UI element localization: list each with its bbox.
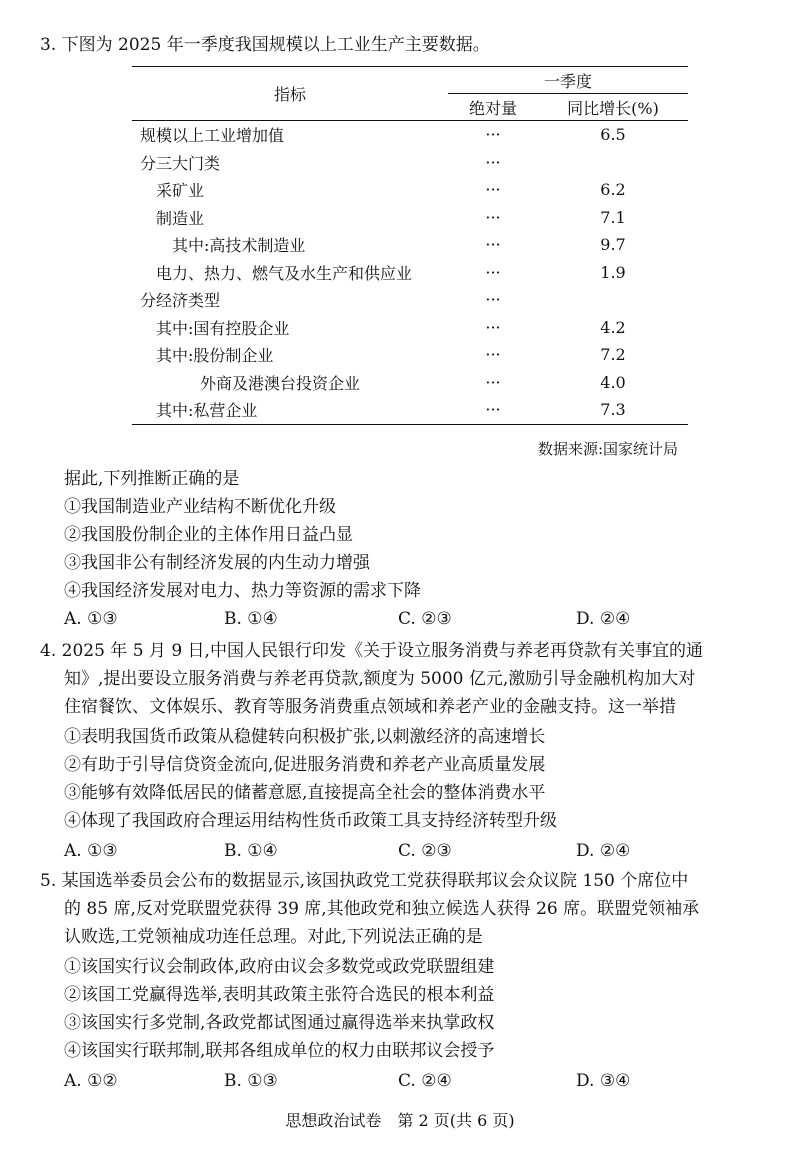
table-row <box>132 204 688 232</box>
row-label: 其中:国有控股企业 <box>156 318 290 338</box>
q4-stem-line-1: 4. 2025 年 5 月 9 日,中国人民银行印发《关于设立服务消费与养老再贷款有关事宜的通 <box>40 641 703 661</box>
q3-option-4: ④我国经济发展对电力、热力等资源的需求下降 <box>64 581 421 601</box>
table-row <box>132 259 688 287</box>
table-row <box>132 231 688 259</box>
q4-choice-d[interactable]: D. ②④ <box>576 841 631 861</box>
row-abs: ··· <box>485 180 501 200</box>
row-abs: ··· <box>485 152 501 172</box>
q3-choice-a[interactable]: A. ①③ <box>64 609 118 629</box>
q5-stem-line-3: 认败选,工党领袖成功连任总理。对此,下列说法正确的是 <box>64 927 483 947</box>
table-row <box>132 396 688 424</box>
table-row <box>132 341 688 369</box>
row-abs: ··· <box>485 262 501 282</box>
row-yoy: 9.7 <box>600 235 626 255</box>
header-growth: 同比增长(%) <box>567 98 659 118</box>
q3-choice-c[interactable]: C. ②③ <box>398 609 452 629</box>
q4-stem-line-3: 住宿餐饮、文体娱乐、教育等服务消费重点领域和养老产业的金融支持。这一举措 <box>64 697 676 717</box>
q4-option-1: ①表明我国货币政策从稳健转向积极扩张,以刺激经济的高速增长 <box>64 727 546 747</box>
page-footer: 思想政治试卷 第 2 页(共 6 页) <box>285 1111 515 1130</box>
row-label: 其中:私营企业 <box>156 401 258 421</box>
table-row <box>132 121 688 149</box>
q5-stem-line-1: 5. 某国选举委员会公布的数据显示,该国执政党工党获得联邦议会众议院 150 个席位中 <box>40 871 689 891</box>
row-yoy: 4.0 <box>600 372 626 392</box>
row-yoy <box>538 149 688 177</box>
row-abs: ··· <box>485 125 501 145</box>
row-label: 采矿业 <box>156 181 205 201</box>
row-yoy: 4.2 <box>600 317 626 337</box>
q4-choices <box>64 840 764 862</box>
row-label: 分经济类型 <box>140 291 221 311</box>
data-source: 数据来源:国家统计局 <box>537 440 678 458</box>
row-label: 电力、热力、燃气及水生产和供应业 <box>156 263 413 283</box>
q4-choice-b[interactable]: B. ①④ <box>224 841 278 861</box>
row-yoy: 7.1 <box>600 207 626 227</box>
q5-option-2: ②该国工党赢得选举,表明其政策主张符合选民的根本利益 <box>64 985 495 1005</box>
row-label: 其中:股份制企业 <box>156 346 274 366</box>
q3-option-1: ①我国制造业产业结构不断优化升级 <box>64 497 336 517</box>
q5-stem-line-2: 的 85 席,反对党联盟党获得 39 席,其他政党和独立候选人获得 26 席。联盟党领袖承 <box>64 899 700 919</box>
q4-stem-line-2: 知》,提出要设立服务消费与养老再贷款,额度为 5000 亿元,激励引导金融机构加大对 <box>64 669 696 689</box>
row-yoy: 6.5 <box>600 125 626 145</box>
row-label: 其中:高技术制造业 <box>172 236 306 256</box>
q4-choice-c[interactable]: C. ②③ <box>398 841 452 861</box>
table-row <box>132 149 688 177</box>
table-row <box>132 286 688 314</box>
row-label: 分三大门类 <box>140 153 221 173</box>
row-abs: ··· <box>485 207 501 227</box>
row-abs: ··· <box>485 317 501 337</box>
q5-option-3: ③该国实行多党制,各政党都试图通过赢得选举来执掌政权 <box>64 1013 495 1033</box>
row-abs: ··· <box>485 290 501 310</box>
q5-choices <box>64 1070 764 1092</box>
q5-choice-a[interactable]: A. ①② <box>64 1071 118 1091</box>
row-abs: ··· <box>485 235 501 255</box>
q3-option-2: ②我国股份制企业的主体作用日益凸显 <box>64 525 353 545</box>
header-period: 一季度 <box>448 67 688 94</box>
row-label: 制造业 <box>156 208 205 228</box>
table-row <box>132 314 688 342</box>
q5-choice-d[interactable]: D. ③④ <box>576 1071 631 1091</box>
q4-choice-a[interactable]: A. ①③ <box>64 841 118 861</box>
q3-choice-d[interactable]: D. ②④ <box>576 609 631 629</box>
q3-stem: 3. 下图为 2025 年一季度我国规模以上工业生产主要数据。 <box>40 35 490 55</box>
q5-option-4: ④该国实行联邦制,联邦各组成单位的权力由联邦议会授予 <box>64 1041 495 1061</box>
row-yoy: 6.2 <box>600 180 626 200</box>
row-label: 外商及港澳台投资企业 <box>200 373 361 393</box>
industrial-data-table <box>132 66 688 425</box>
q3-prompt: 据此,下列推断正确的是 <box>64 469 240 489</box>
q4-option-4: ④体现了我国政府合理运用结构性货币政策工具支持经济转型升级 <box>64 811 557 831</box>
row-abs: ··· <box>485 400 501 420</box>
row-yoy: 7.3 <box>600 400 626 420</box>
q3-option-3: ③我国非公有制经济发展的内生动力增强 <box>64 553 370 573</box>
q5-choice-b[interactable]: B. ①③ <box>224 1071 278 1091</box>
q3-choices <box>64 608 764 630</box>
q3-choice-b[interactable]: B. ①④ <box>224 609 278 629</box>
table-row <box>132 369 688 397</box>
row-yoy <box>538 286 688 314</box>
table-row <box>132 176 688 204</box>
q5-choice-c[interactable]: C. ②④ <box>398 1071 452 1091</box>
row-label: 规模以上工业增加值 <box>140 126 285 146</box>
header-absolute: 绝对量 <box>468 98 517 118</box>
row-yoy: 7.2 <box>600 345 626 365</box>
q5-option-1: ①该国实行议会制政体,政府由议会多数党或政党联盟组建 <box>64 957 495 977</box>
header-indicator: 指标 <box>273 85 306 104</box>
row-abs: ··· <box>485 372 501 392</box>
q4-option-3: ③能够有效降低居民的储蓄意愿,直接提高全社会的整体消费水平 <box>64 783 546 803</box>
row-yoy: 1.9 <box>600 262 626 282</box>
q4-option-2: ②有助于引导信贷资金流向,促进服务消费和养老产业高质量发展 <box>64 755 546 775</box>
row-abs: ··· <box>485 345 501 365</box>
